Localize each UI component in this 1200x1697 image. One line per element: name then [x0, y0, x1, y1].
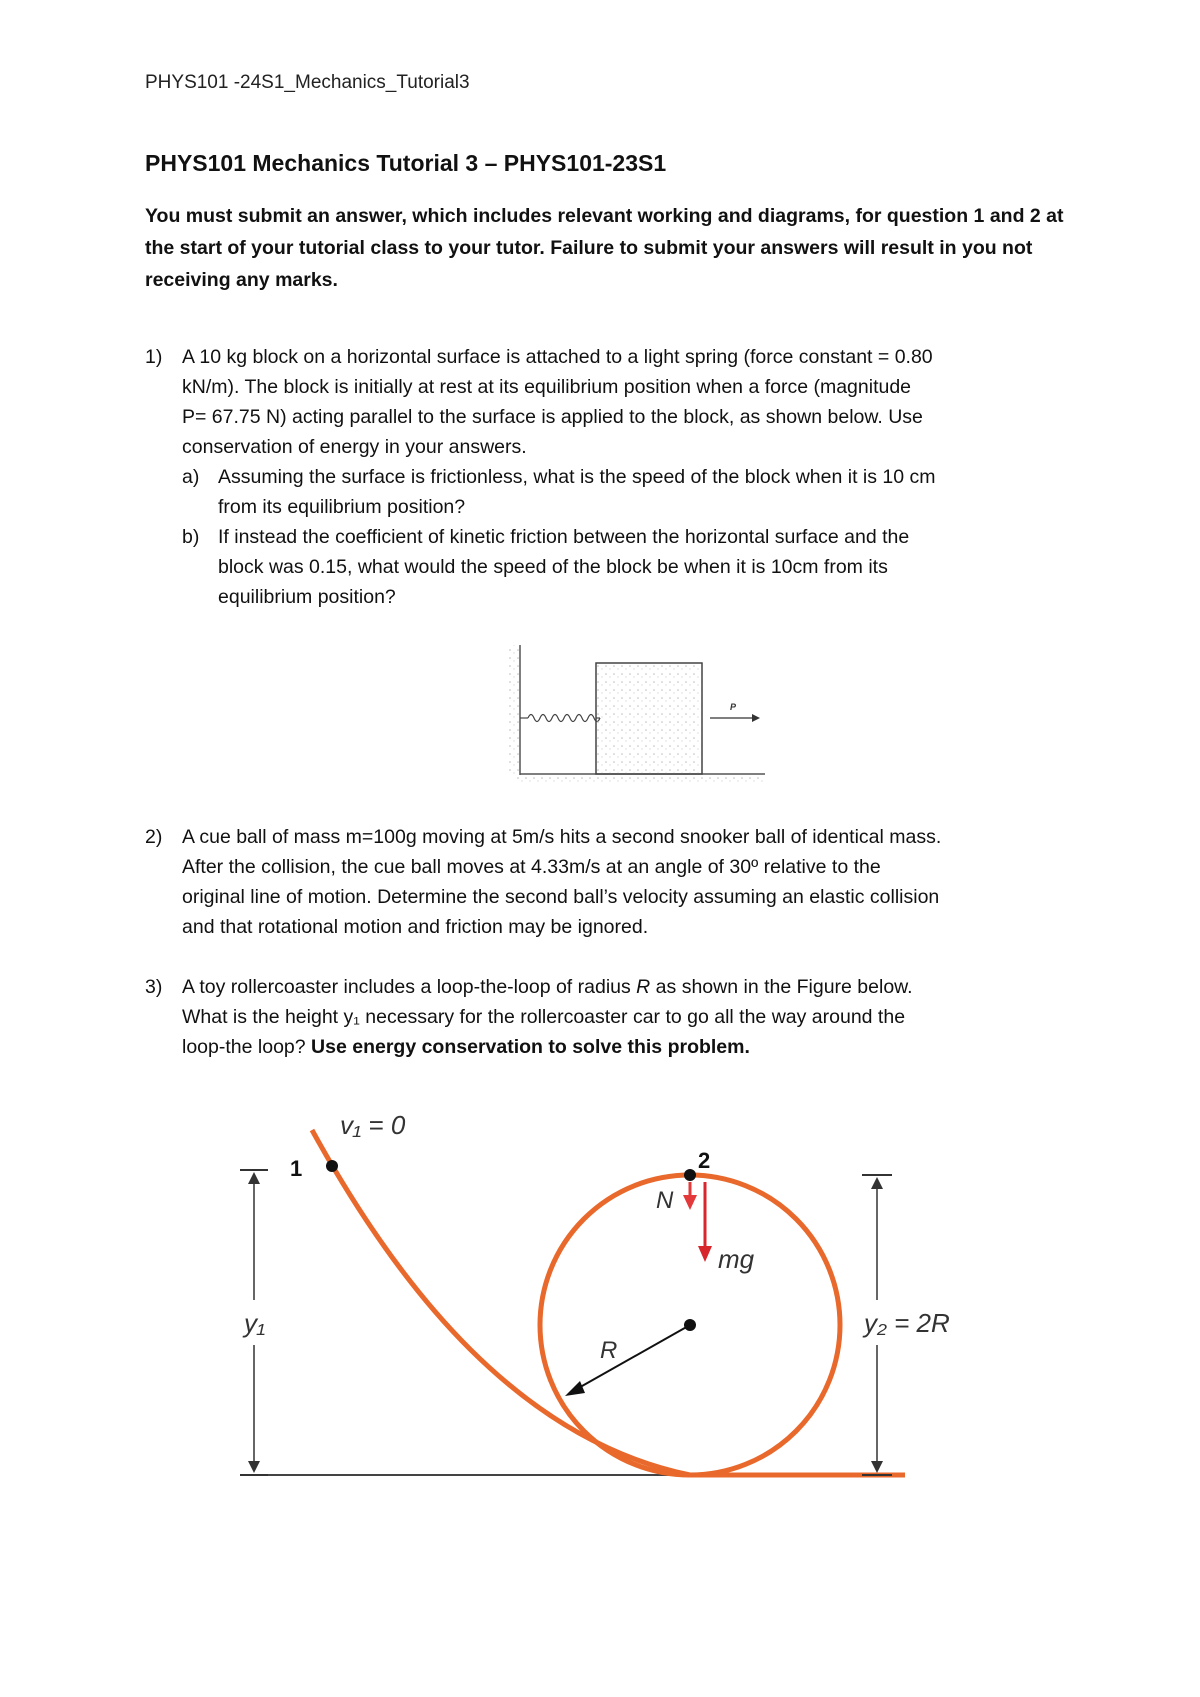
question-2-number: 2)	[145, 826, 163, 848]
question-2-line: A cue ball of mass m=100g moving at 5m/s hits a second snooker ball of identical mass.	[182, 826, 942, 848]
page-title: PHYS101 Mechanics Tutorial 3 – PHYS101-23S1	[145, 150, 667, 176]
v1-label: v₁ = 0	[340, 1110, 406, 1140]
question-3-text: loop-the loop?	[182, 1036, 312, 1058]
radius-line	[575, 1325, 690, 1390]
question-1-line: A 10 kg block on a horizontal surface is attached to a light spring (force constant = 0.80	[182, 346, 933, 368]
y1-arrow-down	[248, 1461, 260, 1473]
y1-arrow-up	[248, 1172, 260, 1184]
question-1a-line: from its equilibrium position?	[218, 496, 466, 518]
question-1b-line: block was 0.15, what would the speed of the block be when it is 10cm from its	[218, 556, 888, 578]
normal-force-label: N	[656, 1187, 674, 1214]
question-3-number: 3)	[145, 976, 163, 998]
radius-symbol: R	[636, 976, 651, 998]
ramp-track	[312, 1130, 905, 1475]
point-1-dot	[326, 1160, 338, 1172]
weight-arrowhead	[698, 1246, 712, 1262]
question-3-text: A toy rollercoaster includes a loop-the-loop of radius	[182, 976, 637, 998]
question-3-line: What is the height y₁ necessary for the rollercoaster car to go all the way around the	[182, 1006, 906, 1028]
radius-arrowhead	[565, 1381, 585, 1396]
question-2-line: original line of motion. Determine the second ball’s velocity assuming an elastic collision	[182, 886, 940, 908]
question-3-text: as shown in the Figure below.	[650, 976, 913, 998]
question-3-emphasis: Use energy conservation to solve this problem.	[311, 1036, 750, 1058]
question-1a-label: a)	[182, 466, 200, 488]
question-1b-label: b)	[182, 526, 200, 548]
question-1-line: kN/m). The block is initially at rest at its equilibrium position when a force (magnitude	[182, 376, 912, 398]
weight-label: mg	[718, 1244, 755, 1274]
point-1-label: 1	[290, 1156, 303, 1181]
point-2-dot	[684, 1169, 696, 1181]
y1-label: y₁	[244, 1308, 266, 1338]
question-1b-line: equilibrium position?	[218, 586, 396, 608]
question-1-number: 1)	[145, 346, 163, 368]
y2-label: y₂ = 2R	[864, 1308, 950, 1338]
point-2-label: 2	[698, 1148, 711, 1173]
y2-arrow-down	[871, 1461, 883, 1473]
instructions: You must submit an answer, which includes relevant working and diagrams, for question 1 and 2 at the start of your tutorial class to your tutor. Failure to submit your answers will result in you not receiving any marks.	[145, 205, 1064, 291]
question-1-line: P= 67.75 N) acting parallel to the surface is applied to the block, as shown below. Use	[182, 406, 923, 428]
normal-force-arrowhead	[683, 1195, 697, 1210]
radius-label: R	[600, 1337, 618, 1364]
question-2-line: After the collision, the cue ball moves at 4.33m/s at an angle of 30º relative to the	[182, 856, 881, 878]
y2-arrow-up	[871, 1177, 883, 1189]
question-1a-line: Assuming the surface is frictionless, what is the speed of the block when it is 10 cm	[218, 466, 936, 488]
question-1b-line: If instead the coefficient of kinetic friction between the horizontal surface and the	[218, 526, 910, 548]
question-1-line: conservation of energy in your answers.	[182, 436, 527, 458]
force-label: P	[730, 702, 737, 712]
page-header: PHYS101 -24S1_Mechanics_Tutorial3	[145, 72, 470, 93]
question-2-line: and that rotational motion and friction may be ignored.	[182, 916, 649, 938]
